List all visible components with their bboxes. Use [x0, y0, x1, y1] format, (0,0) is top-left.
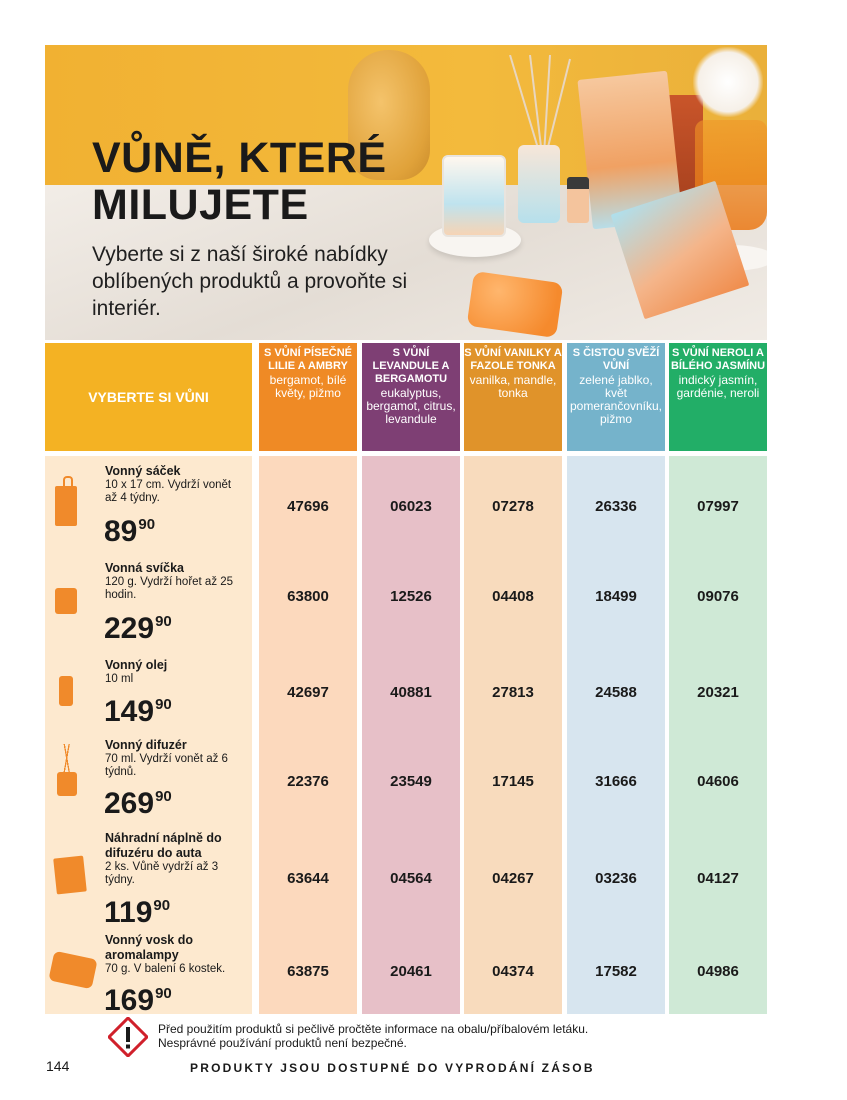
warning-text — [158, 1022, 588, 1050]
price-cents: 90 — [153, 897, 171, 914]
hero-banner — [45, 45, 767, 340]
product-price — [104, 607, 172, 644]
oil-bottle-image — [567, 177, 589, 223]
page-number: 144 — [46, 1058, 70, 1074]
availability-note: PRODUKTY JSOU DOSTUPNÉ DO VYPRODÁNÍ ZÁSOB — [190, 1061, 595, 1075]
product-code: 24588 — [595, 684, 637, 701]
table-row — [45, 831, 767, 929]
product-code: 63800 — [287, 588, 329, 605]
product-description: 120 g. Vydrží hořet až 25 hodin. — [105, 576, 234, 601]
price-main: 169 — [104, 984, 155, 1017]
sachet-icon — [55, 486, 77, 526]
product-code: 20321 — [697, 684, 739, 701]
product-code: 17145 — [492, 773, 534, 790]
page-title — [92, 135, 432, 229]
table-row — [45, 658, 767, 728]
product-code: 20461 — [390, 963, 432, 980]
product-description: 10 x 17 cm. Vydrží vonět až 4 týdny. — [105, 479, 232, 504]
product-code: 63875 — [287, 963, 329, 980]
product-code: 18499 — [595, 588, 637, 605]
product-price — [104, 782, 172, 819]
product-code: 07278 — [492, 498, 534, 515]
product-code: 09076 — [697, 588, 739, 605]
price-main: 149 — [104, 695, 155, 728]
product-description: 70 ml. Vydrží vonět až 6 týdnů. — [105, 753, 228, 778]
product-name: Náhradní náplně do difuzéru do auta — [105, 831, 222, 860]
product-code: 47696 — [287, 498, 329, 515]
product-code: 40881 — [390, 684, 432, 701]
product-code: 04986 — [697, 963, 739, 980]
product-code: 04408 — [492, 588, 534, 605]
product-code: 42697 — [287, 684, 329, 701]
product-code: 26336 — [595, 498, 637, 515]
product-description: 10 ml — [105, 673, 134, 685]
scent-name: S ČISTOU SVĚŽÍ VŮNÍ — [572, 347, 660, 372]
product-code: 27813 — [492, 684, 534, 701]
diffuser-icon — [57, 772, 77, 796]
lily-flower-image — [693, 47, 763, 117]
candle-icon — [55, 588, 77, 614]
diffuser-bottle-image — [518, 145, 560, 223]
price-cents: 90 — [155, 788, 172, 805]
warning-line2: Nesprávné používání produktů není bezpečné. — [158, 1036, 407, 1050]
product-price — [104, 891, 170, 928]
product-price — [104, 690, 172, 727]
scent-notes: zelené jablko, květ pomerančovníku, pižmo — [569, 373, 663, 426]
scent-notes: eukalyptus, bergamot, citrus, levandule — [366, 386, 456, 426]
product-code: 22376 — [287, 773, 329, 790]
price-cents: 90 — [138, 516, 156, 533]
scent-name: S VŮNÍ LEVANDULE A BERGAMOTU — [372, 347, 450, 385]
product-code: 04374 — [492, 963, 534, 980]
reed-sticks-image — [500, 55, 580, 155]
warning-line1: Před použitím produktů si pečlivě pročtěte informace na obalu/příbalovém letáku. — [158, 1022, 589, 1036]
scent-name: S VŮNÍ PÍSEČNÉ LILIE A AMBRY — [263, 347, 353, 372]
product-code: 23549 — [390, 773, 432, 790]
scent-header-sand-lily — [259, 343, 357, 451]
product-price — [104, 979, 172, 1016]
wax-melt-icon — [48, 951, 97, 989]
product-code: 31666 — [595, 773, 637, 790]
product-name: Vonný vosk do aromalampy — [105, 933, 193, 962]
scent-header-lavender — [362, 343, 460, 451]
scent-header-fresh — [567, 343, 665, 451]
product-code: 04564 — [390, 870, 432, 887]
product-code: 06023 — [390, 498, 432, 515]
scent-name: S VŮNÍ NEROLI A BÍLÉHO JASMÍNU — [670, 347, 766, 372]
price-cents: 90 — [155, 985, 172, 1002]
product-code: 12526 — [390, 588, 432, 605]
scent-header-neroli — [669, 343, 767, 451]
scent-notes: vanilka, mandle, tonka — [469, 373, 557, 400]
scent-header-vanilla — [464, 343, 562, 451]
product-price — [104, 510, 155, 547]
product-name: Vonná svíčka — [105, 561, 184, 575]
price-main: 89 — [104, 515, 138, 548]
candle-image — [442, 155, 506, 237]
price-cents: 90 — [155, 696, 172, 713]
product-name: Vonný olej — [105, 658, 168, 672]
scent-notes: indický jasmín, gardénie, neroli — [676, 373, 760, 400]
product-name: Vonný difuzér — [105, 738, 187, 752]
page-title-line1: VŮNĚ, KTERÉ — [92, 134, 387, 182]
product-name: Vonný sáček — [105, 464, 181, 478]
product-code: 04606 — [697, 773, 739, 790]
choose-scent-header: VYBERTE SI VŮNI — [45, 343, 252, 451]
page-title-line2: MILUJETE — [92, 181, 309, 229]
price-cents: 90 — [155, 613, 172, 630]
table-row — [45, 561, 767, 645]
product-code: 17582 — [595, 963, 637, 980]
product-description: 70 g. V balení 6 kostek. — [105, 963, 226, 975]
car-refill-icon — [53, 856, 87, 895]
price-main: 119 — [104, 896, 153, 929]
warning-icon — [108, 1017, 148, 1057]
price-main: 269 — [104, 787, 155, 820]
product-description: 2 ks. Vůně vydrží až 3 týdny. — [105, 861, 219, 886]
product-code: 03236 — [595, 870, 637, 887]
product-code: 04267 — [492, 870, 534, 887]
price-main: 229 — [104, 612, 155, 645]
table-row — [45, 738, 767, 820]
product-code: 04127 — [697, 870, 739, 887]
scent-notes: bergamot, bílé květy, pižmo — [269, 373, 347, 400]
scent-name: S VŮNÍ VANILKY A FAZOLE TONKA — [464, 347, 562, 372]
table-row — [45, 933, 767, 1017]
oil-bottle-icon — [59, 676, 73, 706]
page-subtitle: Vyberte si z naší široké nabídky oblíbených produktů a provoňte si interiér. — [92, 243, 408, 320]
product-code: 07997 — [697, 498, 739, 515]
table-row — [45, 462, 767, 550]
product-code: 63644 — [287, 870, 329, 887]
